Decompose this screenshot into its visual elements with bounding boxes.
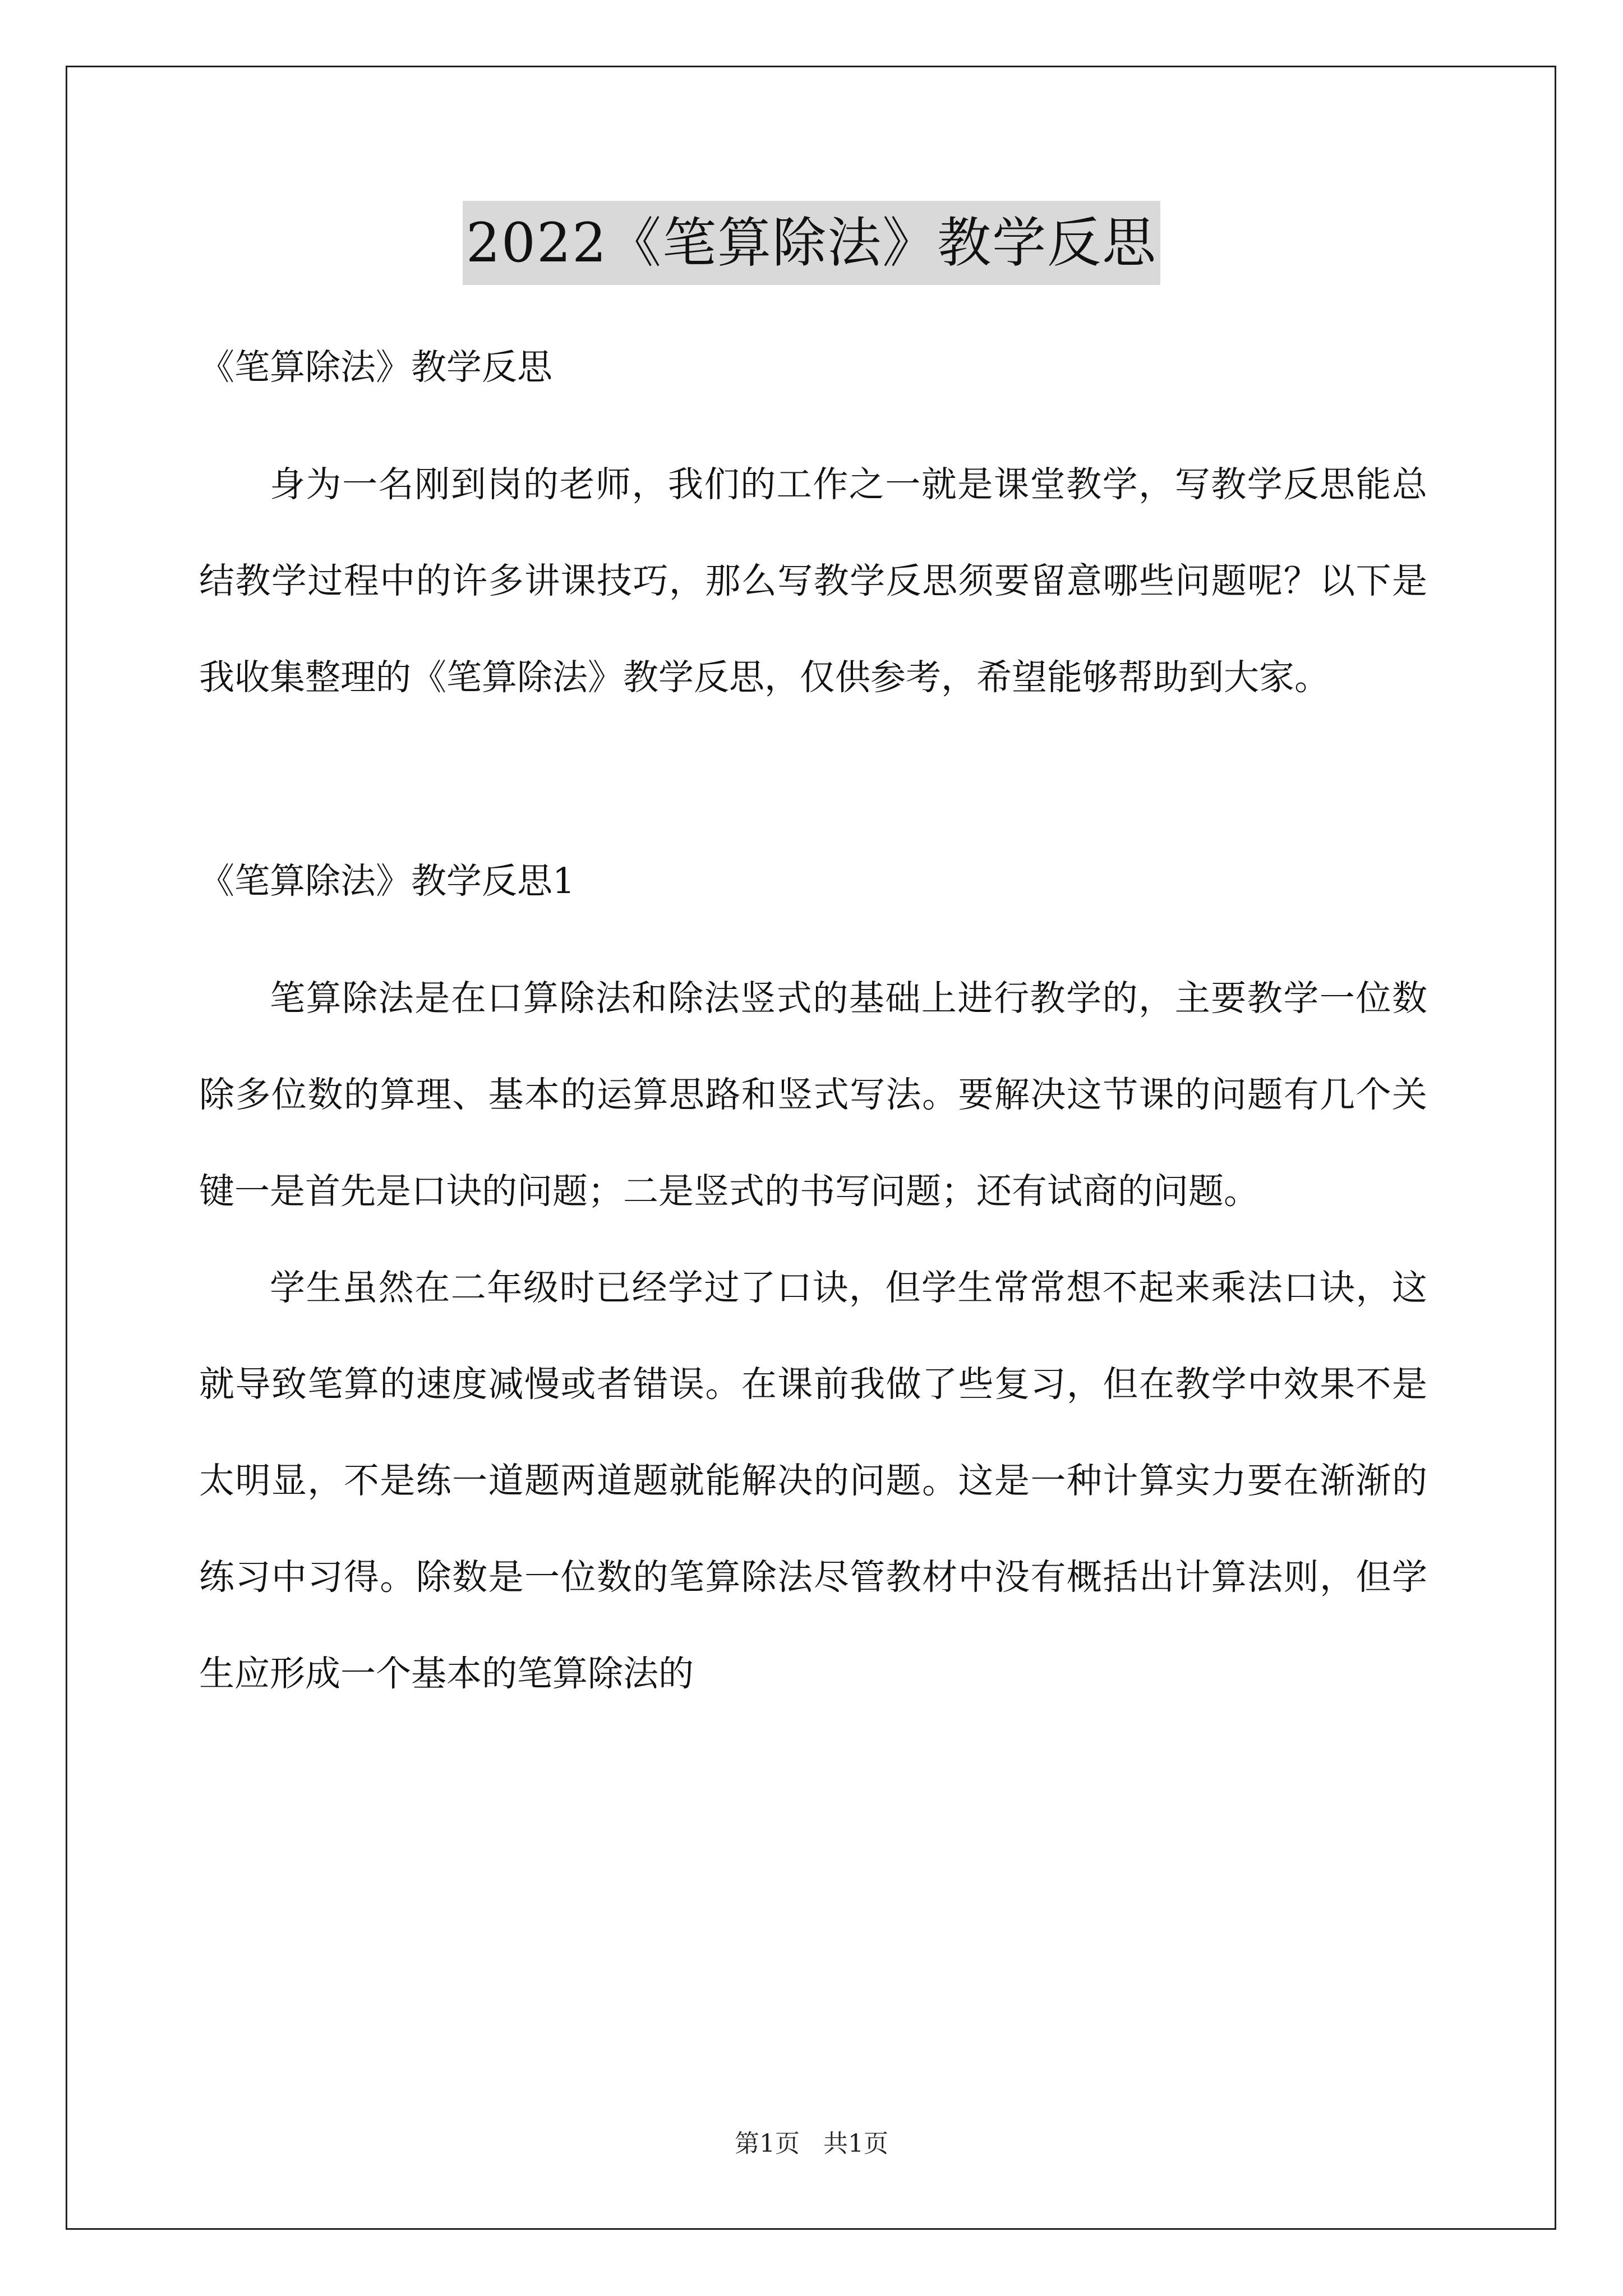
document-title: 2022《笔算除法》教学反思: [463, 201, 1160, 285]
title-container: [0, 201, 1623, 285]
intro-heading: 《笔算除法》教学反思: [199, 347, 552, 388]
page-footer: [0, 2127, 1623, 2161]
page-total: 共1页: [823, 2129, 888, 2158]
intro-paragraph: 身为一名刚到岗的老师，我们的工作之一就是课堂教学，写教学反思能总结教学过程中的许多讲课技巧，那么写教学反思须要留意哪些问题呢？以下是我收集整理的《笔算除法》教学反思，仅供参考，希望能够帮助到大家。: [199, 464, 1427, 698]
page-current: 第1页: [735, 2129, 800, 2158]
document-body: [199, 342, 1427, 1722]
section1-heading: 《笔算除法》教学反思1: [199, 861, 575, 901]
section1-paragraph-1: 笔算除法是在口算除法和除法竖式的基础上进行教学的，主要教学一位数除多位数的算理、基本的运算思路和竖式写法。要解决这节课的问题有几个关键一是首先是口诀的问题；二是竖式的书写问题；还有试商的问题。: [199, 978, 1427, 1212]
section1-paragraph-2: 学生虽然在二年级时已经学过了口诀，但学生常常想不起来乘法口诀，这就导致笔算的速度减慢或者错误。在课前我做了些复习，但在教学中效果不是太明显，不是练一道题两道题就能解决的问题。这是一种计算实力要在渐渐的练习中习得。除数是一位数的笔算除法尽管教材中没有概括出计算法则，但学生应形成一个基本的笔算除法的: [199, 1267, 1427, 1694]
